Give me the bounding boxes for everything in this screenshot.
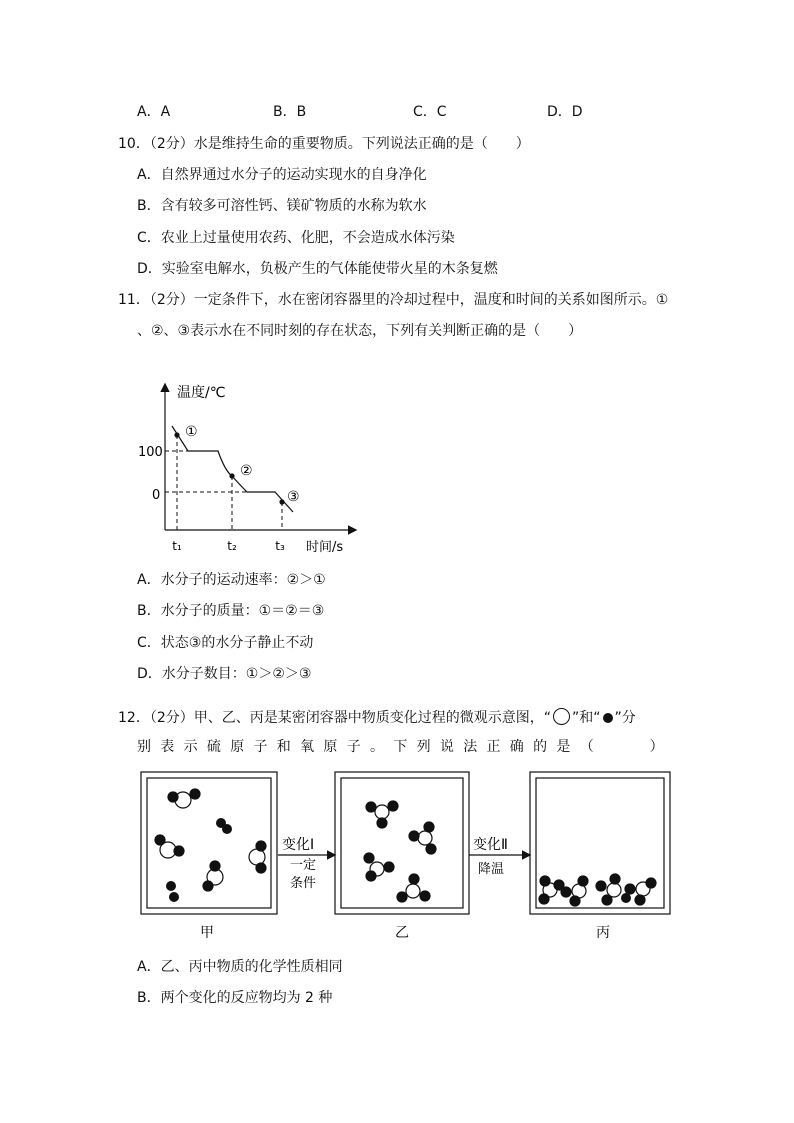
y-tick-100: 100 <box>138 445 163 460</box>
so2-molecule <box>155 835 184 858</box>
so3-molecule <box>409 822 436 854</box>
q10-option-b: B．含有较多可溶性钙、镁矿物质的水称为软水 <box>137 198 427 214</box>
x-tick-t1: t₁ <box>172 539 182 553</box>
point-3-label: ③ <box>287 489 300 505</box>
point-3-dot <box>279 499 284 504</box>
q11-stem-line1: 11．（2分）一定条件下，水在密闭容器里的冷却过程中，温度和时间的关系如图所示。① <box>118 292 669 308</box>
o2-molecule <box>166 881 179 902</box>
box-yi-label: 乙 <box>395 925 409 941</box>
q10-option-c: C．农业上过量使用农药、化肥，不会造成水体污染 <box>137 230 455 246</box>
so3-molecule <box>366 801 398 828</box>
q11-stem-line2: 、②、③表示水在不同时刻的存在状态，下列有关判断正确的是（ ） <box>137 323 583 339</box>
q12-option-a: A．乙、丙中物质的化学性质相同 <box>137 959 343 975</box>
y-tick-0: 0 <box>152 488 161 503</box>
q10-option-a: A．自然界通过水分子的运动实现水的自身净化 <box>137 167 427 183</box>
molecular-diagram <box>135 765 675 945</box>
box-yi <box>335 772 469 914</box>
point-1-label: ① <box>185 424 198 440</box>
q11-option-a: A．水分子的运动速率：②＞① <box>137 572 326 588</box>
sulfur-atom-icon <box>553 708 570 725</box>
so3-molecule <box>561 876 588 906</box>
o2-molecule <box>216 818 232 834</box>
so3-molecule <box>364 853 394 881</box>
so3-molecule <box>397 874 430 902</box>
arrow2-top-label: 变化Ⅱ <box>473 837 508 853</box>
arrow1-bottom-label-1: 一定 <box>290 858 317 873</box>
box-jia <box>141 772 277 914</box>
q12-stem-part2: ”和“ <box>571 710 601 726</box>
q12-stem-line2: 别表示硫原子和氧原子。下列说法正确的是（ ） <box>137 739 673 755</box>
box-bing-label: 丙 <box>596 925 610 941</box>
q10-option-d: D．实验室电解水，负极产生的气体能使带火星的木条复燃 <box>137 261 498 277</box>
q11-option-d: D．水分子数目：①＞②＞③ <box>137 666 312 682</box>
q12-stem-part1: 12．（2分）甲、乙、丙是某密闭容器中物质变化过程的微观示意图，“ <box>118 710 551 726</box>
arrow1-bottom-label-2: 条件 <box>290 876 317 891</box>
q9-option-c: C．C <box>413 104 447 120</box>
x-tick-t2: t₂ <box>227 539 237 553</box>
q9-option-a: A．A <box>137 104 171 120</box>
point-1-dot <box>174 432 179 437</box>
so3-molecule <box>539 876 564 904</box>
q11-option-c: C．状态③的水分子静止不动 <box>137 635 314 651</box>
so2-molecule <box>249 841 266 873</box>
point-2-label: ② <box>240 463 253 479</box>
point-2-dot <box>229 473 234 478</box>
q9-option-b: B．B <box>273 104 307 120</box>
oxygen-atom-icon <box>603 713 613 723</box>
q10-stem: 10．（2分）水是维持生命的重要物质。下列说法正确的是（ ） <box>118 136 530 152</box>
x-tick-t3: t₃ <box>275 539 285 553</box>
oxygen-atom <box>621 893 631 903</box>
arrow1-top-label: 变化Ⅰ <box>282 837 315 853</box>
q11-option-b: B．水分子的质量：①＝②＝③ <box>137 603 325 619</box>
q12-stem-line1 <box>118 708 636 727</box>
q12-option-b: B．两个变化的反应物均为 2 种 <box>137 990 333 1006</box>
so2-molecule <box>203 861 223 891</box>
so3-molecule <box>596 874 621 905</box>
x-axis-label: 时间/s <box>306 540 344 555</box>
arrow2-bottom-label: 降温 <box>478 862 505 877</box>
q12-stem-part3: ”分 <box>614 710 636 726</box>
box-bing <box>530 772 670 914</box>
q9-option-d: D．D <box>547 104 583 120</box>
so2-molecule <box>168 789 200 808</box>
y-axis-label: 温度/℃ <box>177 385 226 401</box>
temperature-time-graph <box>130 375 370 560</box>
box-jia-label: 甲 <box>200 925 214 941</box>
